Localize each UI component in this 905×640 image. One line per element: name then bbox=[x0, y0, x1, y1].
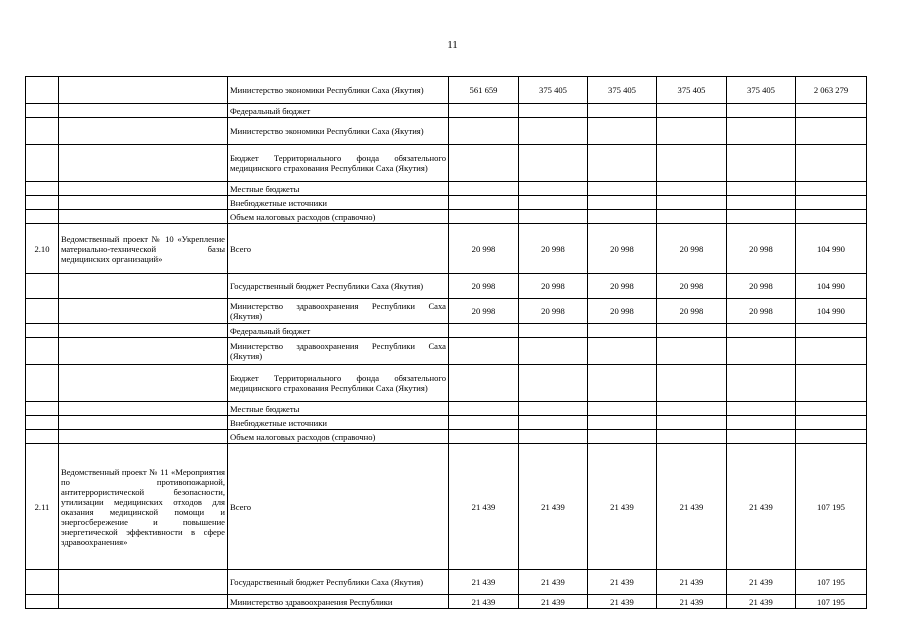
row-number-cell bbox=[26, 274, 59, 299]
funding-source-cell: Бюджет Территориального фонда обязательного медицинского страхования Республики Саха (Якутия) bbox=[228, 365, 449, 402]
year-value-cell: 561 659 bbox=[449, 77, 519, 104]
row-number-cell: 2.11 bbox=[26, 444, 59, 570]
table-row bbox=[26, 430, 867, 444]
year-value-cell bbox=[588, 402, 657, 416]
year-value-cell: 21 439 bbox=[657, 444, 727, 570]
year-value-cell bbox=[727, 104, 796, 118]
project-name-cell: Ведомственный проект № 10 «Укрепление материально-технической базы медицинских организаций» bbox=[59, 224, 228, 274]
year-value-cell bbox=[657, 182, 727, 196]
year-value-cell bbox=[449, 365, 519, 402]
funding-source-cell: Внебюджетные источники bbox=[228, 416, 449, 430]
project-name-cell bbox=[59, 196, 228, 210]
row-number-cell bbox=[26, 402, 59, 416]
row-number-cell bbox=[26, 182, 59, 196]
year-value-cell: 20 998 bbox=[519, 274, 588, 299]
total-value-cell bbox=[796, 196, 867, 210]
project-name-cell bbox=[59, 595, 228, 609]
year-value-cell bbox=[657, 145, 727, 182]
year-value-cell bbox=[519, 196, 588, 210]
table-row bbox=[26, 338, 867, 365]
project-name-cell bbox=[59, 210, 228, 224]
table-row bbox=[26, 118, 867, 145]
total-value-cell bbox=[796, 365, 867, 402]
year-value-cell bbox=[449, 104, 519, 118]
year-value-cell bbox=[519, 402, 588, 416]
row-number-cell bbox=[26, 570, 59, 595]
total-value-cell bbox=[796, 430, 867, 444]
year-value-cell: 375 405 bbox=[657, 77, 727, 104]
year-value-cell bbox=[588, 338, 657, 365]
year-value-cell bbox=[449, 196, 519, 210]
year-value-cell bbox=[449, 402, 519, 416]
year-value-cell bbox=[519, 182, 588, 196]
year-value-cell: 21 439 bbox=[657, 595, 727, 609]
year-value-cell bbox=[727, 118, 796, 145]
year-value-cell: 20 998 bbox=[449, 299, 519, 324]
year-value-cell bbox=[519, 118, 588, 145]
year-value-cell bbox=[588, 210, 657, 224]
year-value-cell bbox=[588, 365, 657, 402]
table-row bbox=[26, 570, 867, 595]
year-value-cell bbox=[657, 118, 727, 145]
year-value-cell bbox=[657, 104, 727, 118]
year-value-cell bbox=[657, 338, 727, 365]
row-number-cell bbox=[26, 104, 59, 118]
year-value-cell bbox=[657, 430, 727, 444]
row-number-cell bbox=[26, 145, 59, 182]
funding-source-cell: Федеральный бюджет bbox=[228, 324, 449, 338]
funding-source-cell: Всего bbox=[228, 224, 449, 274]
year-value-cell bbox=[657, 402, 727, 416]
year-value-cell: 21 439 bbox=[449, 570, 519, 595]
funding-source-cell: Министерство здравоохранения Республики Саха (Якутия) bbox=[228, 299, 449, 324]
funding-source-cell: Государственный бюджет Республики Саха (Якутия) bbox=[228, 570, 449, 595]
project-name-cell bbox=[59, 77, 228, 104]
row-number-cell bbox=[26, 77, 59, 104]
funding-source-cell: Министерство экономики Республики Саха (Якутия) bbox=[228, 77, 449, 104]
project-name-cell bbox=[59, 104, 228, 118]
row-number-cell bbox=[26, 595, 59, 609]
total-value-cell bbox=[796, 416, 867, 430]
total-value-cell: 107 195 bbox=[796, 595, 867, 609]
year-value-cell bbox=[449, 324, 519, 338]
year-value-cell bbox=[449, 145, 519, 182]
year-value-cell: 20 998 bbox=[519, 224, 588, 274]
project-name-cell: Ведомственный проект № 11 «Мероприятия по противопожарной, антитеррористической безопасности, утилизации медицинских отходов для оказания медицинской помощи и энергосбережение и повышение энергетической эффективности в сфере здравоохранения» bbox=[59, 444, 228, 570]
year-value-cell bbox=[727, 365, 796, 402]
funding-source-cell: Министерство здравоохранения Республики bbox=[228, 595, 449, 609]
funding-source-cell: Всего bbox=[228, 444, 449, 570]
project-name-cell bbox=[59, 145, 228, 182]
row-number-cell bbox=[26, 299, 59, 324]
table-row bbox=[26, 196, 867, 210]
year-value-cell: 21 439 bbox=[727, 570, 796, 595]
funding-source-cell: Местные бюджеты bbox=[228, 402, 449, 416]
project-name-cell bbox=[59, 118, 228, 145]
table-row bbox=[26, 145, 867, 182]
project-name-cell bbox=[59, 299, 228, 324]
year-value-cell bbox=[519, 430, 588, 444]
total-value-cell bbox=[796, 402, 867, 416]
year-value-cell bbox=[449, 182, 519, 196]
table-row bbox=[26, 182, 867, 196]
year-value-cell: 21 439 bbox=[449, 444, 519, 570]
project-name-cell bbox=[59, 274, 228, 299]
row-number-cell bbox=[26, 324, 59, 338]
year-value-cell: 21 439 bbox=[588, 444, 657, 570]
year-value-cell bbox=[449, 338, 519, 365]
funding-source-cell: Местные бюджеты bbox=[228, 182, 449, 196]
year-value-cell bbox=[727, 338, 796, 365]
table-row bbox=[26, 365, 867, 402]
budget-table bbox=[25, 76, 867, 609]
project-name-cell bbox=[59, 570, 228, 595]
project-name-cell bbox=[59, 182, 228, 196]
row-number-cell bbox=[26, 365, 59, 402]
year-value-cell: 20 998 bbox=[727, 274, 796, 299]
year-value-cell: 20 998 bbox=[519, 299, 588, 324]
year-value-cell bbox=[727, 402, 796, 416]
year-value-cell: 20 998 bbox=[449, 274, 519, 299]
year-value-cell bbox=[727, 196, 796, 210]
year-value-cell bbox=[449, 210, 519, 224]
project-name-cell bbox=[59, 365, 228, 402]
total-value-cell: 104 990 bbox=[796, 299, 867, 324]
table-row bbox=[26, 210, 867, 224]
project-name-cell bbox=[59, 324, 228, 338]
table-row bbox=[26, 416, 867, 430]
table-row bbox=[26, 444, 867, 570]
funding-source-cell: Объем налоговых расходов (справочно) bbox=[228, 210, 449, 224]
row-number-cell bbox=[26, 338, 59, 365]
year-value-cell: 375 405 bbox=[727, 77, 796, 104]
year-value-cell: 20 998 bbox=[588, 299, 657, 324]
year-value-cell: 21 439 bbox=[588, 595, 657, 609]
year-value-cell: 21 439 bbox=[449, 595, 519, 609]
year-value-cell bbox=[727, 182, 796, 196]
year-value-cell: 20 998 bbox=[657, 224, 727, 274]
funding-source-cell: Объем налоговых расходов (справочно) bbox=[228, 430, 449, 444]
year-value-cell: 20 998 bbox=[727, 299, 796, 324]
year-value-cell bbox=[588, 416, 657, 430]
total-value-cell: 104 990 bbox=[796, 224, 867, 274]
funding-source-cell: Федеральный бюджет bbox=[228, 104, 449, 118]
year-value-cell bbox=[519, 365, 588, 402]
total-value-cell bbox=[796, 118, 867, 145]
year-value-cell bbox=[727, 324, 796, 338]
total-value-cell bbox=[796, 182, 867, 196]
row-number-cell bbox=[26, 118, 59, 145]
row-number-cell bbox=[26, 210, 59, 224]
year-value-cell bbox=[519, 145, 588, 182]
funding-source-cell: Министерство здравоохранения Республики Саха (Якутия) bbox=[228, 338, 449, 365]
total-value-cell bbox=[796, 338, 867, 365]
table-row bbox=[26, 595, 867, 609]
year-value-cell bbox=[657, 416, 727, 430]
year-value-cell: 21 439 bbox=[519, 570, 588, 595]
year-value-cell bbox=[588, 324, 657, 338]
year-value-cell: 375 405 bbox=[519, 77, 588, 104]
year-value-cell bbox=[727, 145, 796, 182]
year-value-cell bbox=[449, 416, 519, 430]
year-value-cell bbox=[657, 365, 727, 402]
year-value-cell bbox=[588, 118, 657, 145]
year-value-cell bbox=[657, 210, 727, 224]
year-value-cell: 21 439 bbox=[588, 570, 657, 595]
year-value-cell: 20 998 bbox=[657, 274, 727, 299]
table-row bbox=[26, 402, 867, 416]
row-number-cell bbox=[26, 196, 59, 210]
project-name-cell bbox=[59, 416, 228, 430]
year-value-cell bbox=[588, 145, 657, 182]
table-row bbox=[26, 274, 867, 299]
year-value-cell: 20 998 bbox=[588, 224, 657, 274]
year-value-cell bbox=[588, 104, 657, 118]
total-value-cell bbox=[796, 145, 867, 182]
total-value-cell: 107 195 bbox=[796, 570, 867, 595]
year-value-cell: 375 405 bbox=[588, 77, 657, 104]
total-value-cell: 107 195 bbox=[796, 444, 867, 570]
total-value-cell: 104 990 bbox=[796, 274, 867, 299]
project-name-cell bbox=[59, 338, 228, 365]
year-value-cell: 21 439 bbox=[519, 595, 588, 609]
year-value-cell bbox=[588, 182, 657, 196]
year-value-cell bbox=[449, 430, 519, 444]
year-value-cell: 21 439 bbox=[519, 444, 588, 570]
year-value-cell bbox=[727, 416, 796, 430]
total-value-cell: 2 063 279 bbox=[796, 77, 867, 104]
year-value-cell bbox=[727, 430, 796, 444]
total-value-cell bbox=[796, 210, 867, 224]
project-name-cell bbox=[59, 402, 228, 416]
funding-source-cell: Внебюджетные источники bbox=[228, 196, 449, 210]
year-value-cell bbox=[588, 430, 657, 444]
project-name-cell bbox=[59, 430, 228, 444]
table-row bbox=[26, 104, 867, 118]
page-number: 11 bbox=[447, 39, 458, 51]
year-value-cell bbox=[519, 338, 588, 365]
table-row bbox=[26, 299, 867, 324]
year-value-cell: 21 439 bbox=[727, 595, 796, 609]
year-value-cell bbox=[449, 118, 519, 145]
year-value-cell bbox=[657, 324, 727, 338]
year-value-cell: 20 998 bbox=[588, 274, 657, 299]
year-value-cell bbox=[727, 210, 796, 224]
funding-source-cell: Государственный бюджет Республики Саха (Якутия) bbox=[228, 274, 449, 299]
year-value-cell: 21 439 bbox=[727, 444, 796, 570]
year-value-cell bbox=[519, 210, 588, 224]
year-value-cell: 21 439 bbox=[657, 570, 727, 595]
year-value-cell bbox=[657, 196, 727, 210]
total-value-cell bbox=[796, 324, 867, 338]
year-value-cell: 20 998 bbox=[727, 224, 796, 274]
funding-source-cell: Министерство экономики Республики Саха (Якутия) bbox=[228, 118, 449, 145]
total-value-cell bbox=[796, 104, 867, 118]
row-number-cell bbox=[26, 430, 59, 444]
funding-source-cell: Бюджет Территориального фонда обязательного медицинского страхования Республики Саха (Якутия) bbox=[228, 145, 449, 182]
year-value-cell: 20 998 bbox=[657, 299, 727, 324]
table-row bbox=[26, 77, 867, 104]
row-number-cell: 2.10 bbox=[26, 224, 59, 274]
year-value-cell: 20 998 bbox=[449, 224, 519, 274]
row-number-cell bbox=[26, 416, 59, 430]
table-row bbox=[26, 324, 867, 338]
year-value-cell bbox=[588, 196, 657, 210]
year-value-cell bbox=[519, 416, 588, 430]
year-value-cell bbox=[519, 104, 588, 118]
table-row bbox=[26, 224, 867, 274]
year-value-cell bbox=[519, 324, 588, 338]
